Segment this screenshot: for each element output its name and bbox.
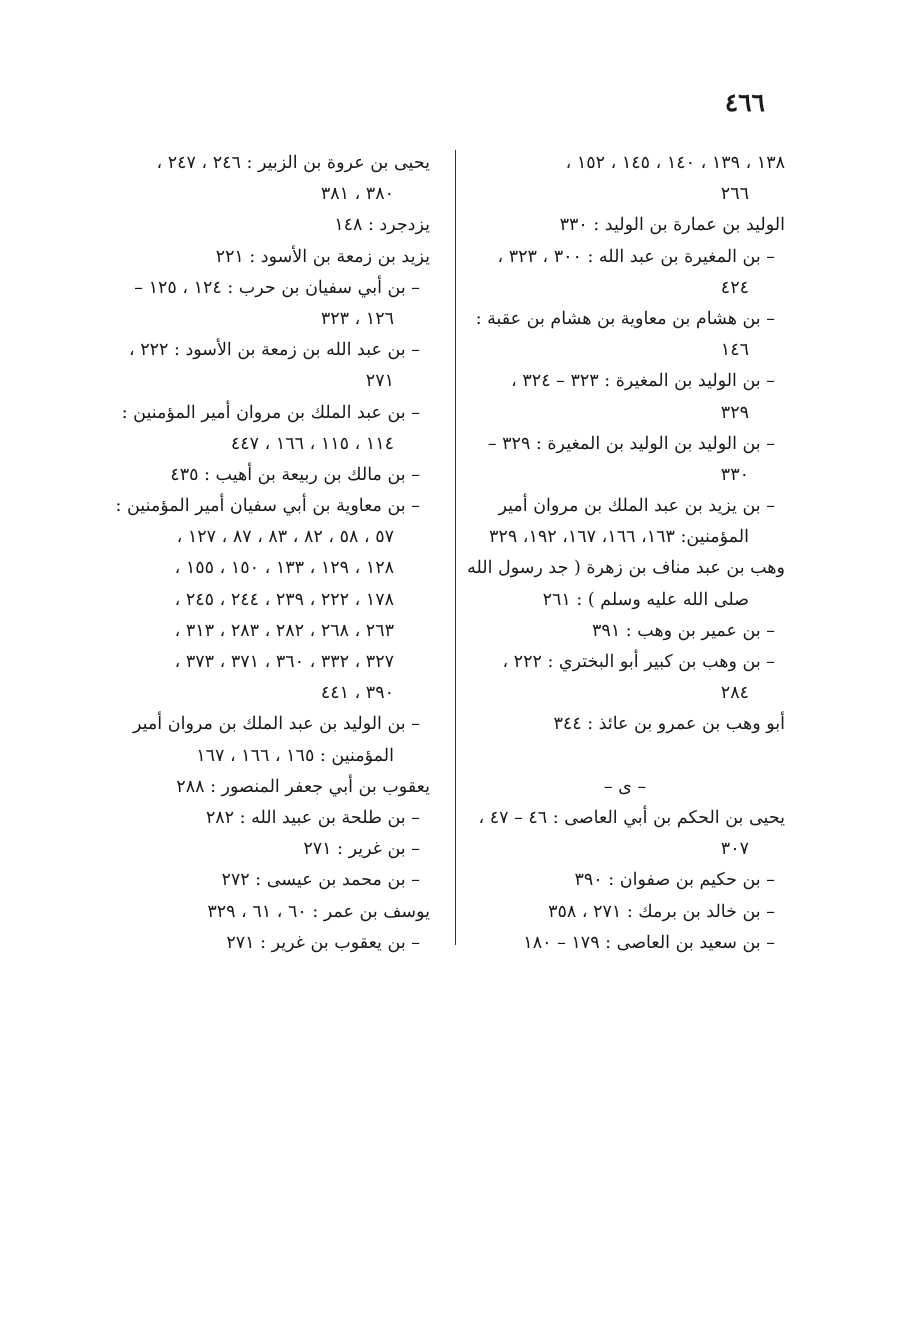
index-entry-line: – بن خالد بن برمك : ٢٧١ ، ٣٥٨	[548, 901, 775, 922]
column-divider	[455, 150, 456, 945]
index-entry-line: – بن معاوية بن أبي سفيان أمير المؤمنين :	[115, 496, 420, 517]
index-entry-line: المؤمنين: ١٦٣، ١٦٦، ١٦٧، ١٩٢، ٣٢٩	[489, 527, 749, 548]
index-entry-line: ١٧٨ ، ٢٢٢ ، ٢٣٩ ، ٢٤٤ ، ٢٤٥ ،	[174, 589, 394, 610]
index-entry-line: – بن وهب بن كبير أبو البختري : ٢٢٢ ،	[502, 652, 775, 672]
index-entry-line: – بن يعقوب بن غرير : ٢٧١	[226, 932, 420, 953]
index-entry-line: ٤٢٤	[720, 277, 749, 298]
index-entry-line: – بن الوليد بن المغيرة : ٣٢٣ – ٣٢٤ ،	[511, 371, 775, 392]
index-entry-line: ٥٧ ، ٥٨ ، ٨٢ ، ٨٣ ، ٨٧ ، ١٢٧ ،	[176, 527, 394, 548]
index-entry-line: – بن سعيد بن العاصى : ١٧٩ – ١٨٠	[523, 932, 775, 953]
index-entry-line: – بن غرير : ٢٧١	[303, 839, 420, 860]
index-entry-line: ١٣٨ ، ١٣٩ ، ١٤٠ ، ١٤٥ ، ١٥٢ ،	[565, 153, 785, 173]
index-entry-line: – بن المغيرة بن عبد الله : ٣٠٠ ، ٣٢٣ ،	[497, 246, 775, 267]
index-column-left	[110, 148, 430, 959]
index-entry-line: – بن عبد الله بن زمعة بن الأسود : ٢٢٢ ،	[129, 340, 420, 361]
index-entry-line: – بن حكيم بن صفوان : ٣٩٠	[574, 870, 775, 891]
index-entry-line: ٣٩٠ ، ٤٤١	[320, 683, 394, 704]
index-entry-line: – بن يزيد بن عبد الملك بن مروان أمير	[498, 496, 775, 517]
index-entry-line: – بن محمد بن عيسى : ٢٧٢	[221, 870, 420, 891]
index-entry-line: ٣٠٧	[720, 839, 749, 860]
index-entry-line: يزدجرد : ١٤٨	[334, 215, 430, 236]
index-entry-line: صلى الله عليه وسلم ) : ٢٦١	[542, 589, 749, 610]
index-entry-line: ٢٨٤	[720, 683, 749, 704]
index-entry-line: – بن الوليد بن الوليد بن المغيرة : ٣٢٩ –	[487, 433, 775, 454]
index-entry-line: – بن هشام بن معاوية بن هشام بن عقبة :	[475, 308, 775, 329]
index-entry-line: ١٢٨ ، ١٢٩ ، ١٣٣ ، ١٥٠ ، ١٥٥ ،	[174, 558, 394, 579]
section-heading: – ى –	[603, 776, 647, 797]
index-entry-line: ٣٢٩	[720, 402, 749, 423]
index-entry-line: – بن أبي سفيان بن حرب : ١٢٤ ، ١٢٥ –	[134, 277, 420, 298]
index-entry-line: – بن مالك بن ربيعة بن أهيب : ٤٣٥	[170, 464, 420, 485]
index-column-right	[465, 148, 785, 959]
index-entry-line: – بن طلحة بن عبيد الله : ٢٨٢	[205, 807, 420, 828]
page-number: ٤٦٦	[724, 88, 765, 117]
index-entry-line: أبو وهب بن عمرو بن عائذ : ٣٤٤	[553, 714, 785, 735]
index-entry-line: يحيى بن الحكم بن أبي العاصى : ٤٦ – ٤٧ ،	[478, 807, 785, 828]
index-entry-line: ٣٢٧ ، ٣٣٢ ، ٣٦٠ ، ٣٧١ ، ٣٧٣ ،	[174, 652, 394, 672]
spacer	[465, 741, 785, 772]
index-entry-line: ١٤٦	[720, 340, 749, 361]
index-entry-line: ٣٣٠	[720, 464, 749, 485]
index-entry-line: يعقوب بن أبي جعفر المنصور : ٢٨٨	[176, 776, 430, 797]
index-entry-line: يوسف بن عمر : ٦٠ ، ٦١ ، ٣٢٩	[207, 901, 430, 922]
index-entry-line: يزيد بن زمعة بن الأسود : ٢٢١	[215, 246, 430, 267]
index-entry-line: المؤمنين : ١٦٥ ، ١٦٦ ، ١٦٧	[196, 745, 394, 766]
index-entry-line: الوليد بن عمارة بن الوليد : ٣٣٠	[559, 215, 785, 236]
index-entry-line: يحيى بن عروة بن الزبير : ٢٤٦ ، ٢٤٧ ،	[156, 153, 430, 173]
index-entry-line: ٢٧١	[365, 371, 394, 392]
index-entry-line: ٢٦٦	[720, 184, 749, 205]
index-entry-line: – بن عمير بن وهب : ٣٩١	[592, 620, 775, 641]
index-entry-line: – بن عبد الملك بن مروان أمير المؤمنين :	[121, 402, 420, 423]
index-entry-line: ١١٤ ، ١١٥ ، ١٦٦ ، ٤٤٧	[230, 433, 394, 454]
index-entry-line: – بن الوليد بن عبد الملك بن مروان أمير	[133, 714, 420, 735]
index-entry-line: ٣٨٠ ، ٣٨١	[320, 184, 394, 205]
index-entry-line: ٢٦٣ ، ٢٦٨ ، ٢٨٢ ، ٢٨٣ ، ٣١٣ ،	[174, 620, 394, 641]
index-entry-line: ١٢٦ ، ٣٢٣	[320, 308, 394, 329]
index-entry-line: وهب بن عبد مناف بن زهرة ( جد رسول الله	[467, 558, 785, 579]
